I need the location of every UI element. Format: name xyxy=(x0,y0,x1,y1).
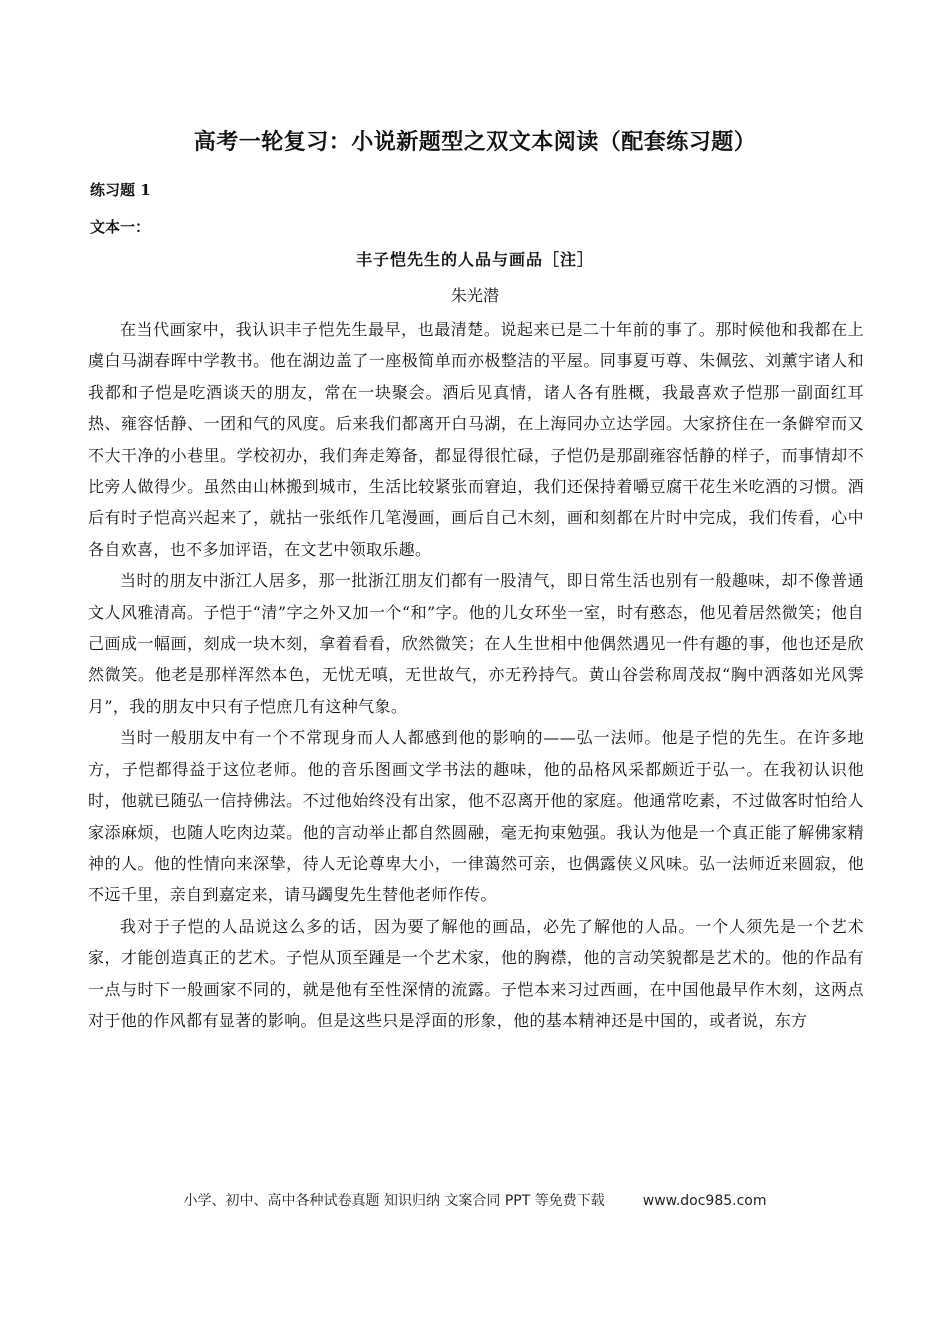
article-body xyxy=(88,314,864,1036)
paragraph: 当时一般朋友中有一个不常现身而人人都感到他的影响的——弘一法师。他是子恺的先生。在许多地方，子恺都得益于这位老师。他的音乐图画文学书法的趣味，他的品格风采都颇近于弘一。在我初认识他时，他就已随弘一信持佛法。不过他始终没有出家，他不忍离开他的家庭。他通常吃素，不过做客时怕给人家添麻烦，也随人吃肉边菜。他的言动举止都自然圆融，毫无拘束勉强。我认为他是一个真正能了解佛家精神的人。他的性情向来深挚，待人无论尊卑大小，一律蔼然可亲，也偶露侠义风味。弘一法师近来圆寂，他不远千里，亲自到嘉定来，请马蠲叟先生替他老师作传。 xyxy=(88,728,864,905)
page-footer xyxy=(0,1190,950,1212)
document-title: 高考一轮复习：小说新题型之双文本阅读（配套练习题） xyxy=(193,129,757,155)
paragraph: 在当代画家中，我认识丰子恺先生最早，也最清楚。说起来已是二十年前的事了。那时候他和我都在上虞白马湖春晖中学教书。他在湖边盖了一座极简单而亦极整洁的平屋。同事夏丏尊、朱佩弦、刘薰宇诸人和我都和子恺是吃酒谈天的朋友，常在一块聚会。酒后见真情，诸人各有胜概，我最喜欢子恺那一副面红耳热、雍容恬静、一团和气的风度。后来我们都离开白马湖，在上海同办立达学园。大家挤住在一条僻窄而又不大干净的小巷里。学校初办，我们奔走筹备，都显得很忙碌，子恺仍是那副雍容恬静的样子，而事情却不比旁人做得少。虽然由山林搬到城市，生活比较紧张而窘迫，我们还保持着嚼豆腐干花生米吃酒的习惯。酒后有时子恺高兴起来了，就拈一张纸作几笔漫画，画后自己木刻，画和刻都在片时中完成，我们传看，心中各自欢喜，也不多加评语，在文艺中领取乐趣。 xyxy=(88,320,864,559)
text-label: 文本一： xyxy=(90,218,151,236)
paragraph: 我对于子恺的人品说这么多的话，因为要了解他的画品，必先了解他的人品。一个人须先是一个艺术家，才能创造真正的艺术。子恺从顶至踵是一个艺术家，他的胸襟，他的言动笑貌都是艺术的。他的作品有一点与时下一般画家不同的，就是他有至性深情的流露。子恺本来习过西画，在中国他最早作木刻，这两点对于他的作风都有显著的影响。但是这些只是浮面的形象，他的基本精神还是中国的，或者说，东方 xyxy=(88,916,864,1030)
exercise-label: 练习题 1 xyxy=(90,181,151,199)
article-title: 丰子恺先生的人品与画品［注］ xyxy=(355,250,594,269)
footer-site-link[interactable]: www.doc985.com xyxy=(642,1193,767,1209)
footer-text: 小学、初中、高中各种试卷真题 知识归纳 文案合同 PPT 等免费下载 xyxy=(183,1193,605,1209)
paragraph: 当时的朋友中浙江人居多，那一批浙江朋友们都有一股清气，即日常生活也别有一般趣味，却不像普通文人风雅清高。子恺于“清”字之外又加一个“和”字。他的儿女环坐一室，时有憨态，他见着居然微笑；他自己画成一幅画，刻成一块木刻，拿着看看，欣然微笑；在人生世相中他偶然遇见一件有趣的事，他也还是欣然微笑。他老是那样浑然本色，无忧无嗔，无世故气，亦无矜持气。黄山谷尝称周茂叔“胸中洒落如光风霁月”，我的朋友中只有子恺庶几有这种气象。 xyxy=(88,571,864,716)
article-author: 朱光潜 xyxy=(450,286,499,305)
